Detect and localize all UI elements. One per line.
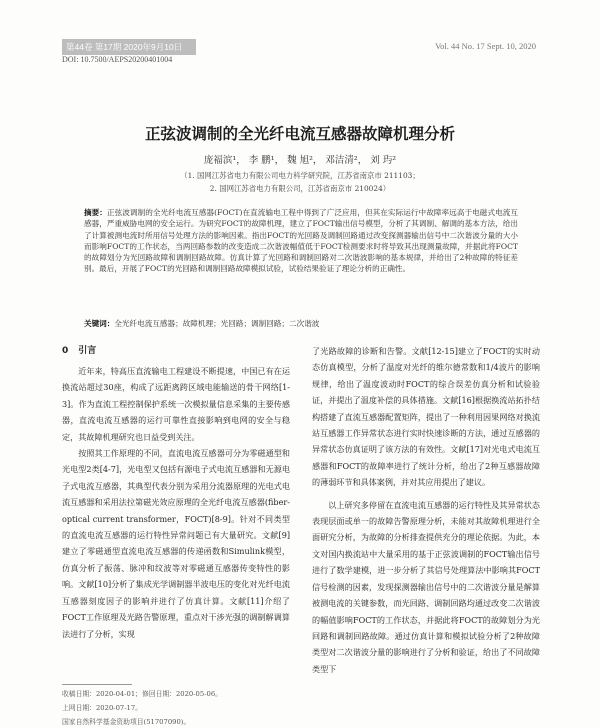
paragraph: 近年来，特高压直流输电工程建设不断提速，中国已有在运换流站超过30座，构成了远距离跨区域电能输送的骨干网络[1-3]。作为直流工程控制保护系统一次模拟量信息采集的主要传感器，直流电流互感器的运行可靠性直接影响到电网的安全与稳定，其故障机理研究也日益受到关注。 [62, 366, 290, 442]
section-heading [62, 343, 290, 359]
footnote-funding: 国家自然科学基金资助项目(51707090)。 [62, 718, 191, 726]
keywords-text: 全光纤电流互感器；故障机理；光回路；调制回路；二次谐波 [114, 319, 320, 328]
abstract-text: 正弦波调制的全光纤电流互感器(FOCT)在直流输电工程中得到了广泛应用，但其在实际运行中故障率远高于电磁式电流互感器，严重威胁电网的安全运行。为研究FOCT的故障机理，建立了FOCT输出信号模型，分析了其调制、解调的基本方法，给出了计算被测电流时所用信号处理方法的影响因素。指出FOCT的光回路及调制回路通过改变探测器输出信号中二次谐波分量的大小而影响FOCT的工作状态，当两回路参数的改变造成二次谐波幅值低于FOCT检测要求时将导致其出现测量故障，并据此将FOCT的故障划分为光回路故障和调制回路故障。仿真计算了光回路和调制回路对二次谐波影响的基本规律，并给出了2种故障的特征差别。最后，开展了FOCT的光回路和调制回路故障模拟试验，试验结果验证了理论分析的正确性。 [84, 208, 518, 274]
volume-info: Vol. 44 No. 17 Sept. 10, 2020 [435, 41, 536, 51]
paper-title: 正弦波调制的全光纤电流互感器故障机理分析 [144, 125, 455, 143]
left-column [62, 343, 290, 642]
right-column [312, 343, 540, 677]
footnote-divider [62, 684, 132, 685]
footnote-received: 收稿日期：2020-04-01；修回日期：2020-05-06。 [62, 690, 222, 698]
keywords [84, 318, 518, 329]
abstract-label: 摘要： [84, 208, 107, 217]
paragraph: 按照其工作原理的不同，直流电流互感器可分为零磁通型和光电型2类[4-7]，光电型又包括有源电子式电流互感器和无源电子式电流互感器，其典型代表分别为采用分流器原理的光电式电流互感器和采用法拉第磁光效应原理的全光纤电流互感器(fiber-optical current transformer，FOCT)[8-9]。针对不同类型的直流电流互感器的运行特性异常问题已有大量研究。文献[9]建立了零磁通型直流电流互感器的传递函数和Simulink模型，仿真分析了振荡、脉冲和纹波等对零磁通互感器传变特性的影响。文献[10]分析了集成光学调制器半波电压的变化对光纤电流互感器刻度因子的影响并进行了仿真计算。文献[11]介绍了FOCT工作原理及光路告警原理，重点对干涉光强的调制解调算法进行了分析，实现 [62, 448, 290, 639]
journal-issue-bar: 第44卷 第17期 2020年9月10日 [62, 39, 196, 55]
authors: 庞福滨¹， 李 鹏¹， 魏 旭²， 邓洁清²， 刘 玙² [203, 155, 397, 166]
section-title: 引言 [78, 346, 97, 356]
section-number: 0 [62, 346, 69, 356]
affiliation-1: （1. 国网江苏省电力有限公司电力科学研究院，江苏省南京市 211103； [180, 171, 420, 180]
keywords-label: 关键词： [84, 319, 115, 328]
paragraph: 以上研究多停留在直流电流互感器的运行特性及其异常状态表现层面或单一的故障告警原理分析，未能对其故障机理进行全面研究分析，为故障的分析排查提供充分的理论依据。为此，本文对国内换流站中大量采用的基于正弦波调制的FOCT输出信号进行了数学建模，进一步分析了其信号处理算法中影响其FOCT信号检测的因素，发现探测器输出信号中的二次谐波分量是解算被测电流的关键参数，而光回路、调制回路均通过改变二次谐波的幅值影响FOCT的工作状态，并据此将FOCT的故障划分为光回路和调制回路故障。通过仿真计算和模拟试验分析了2种故障类型对二次谐波分量的影响进行了分析和验证，给出了不同故障类型下 [312, 499, 540, 674]
footnote-online: 上网日期：2020-07-17。 [62, 704, 142, 712]
abstract [84, 207, 518, 275]
doi[interactable]: DOI: 10.7500/AEPS20200401004 [62, 55, 173, 64]
affiliation-2: 2. 国网江苏省电力有限公司，江苏省南京市 210024） [209, 184, 391, 193]
paragraph: 了光路故障的诊断和告警。文献[12-15]建立了FOCT的实时动态仿真模型，分析了温度对光纤的维尔德常数和1/4波片的影响规律，给出了温度波动时FOCT的综合误差仿真分析和试验验证，并提出了温度补偿的具体措施。文献[16]根据换流站拓扑结构搭建了直流互感器配置矩阵，提出了一种利用因果网络对换流站互感器工作异常状态进行实时快速诊断的方法，通过互感器的异常状态仿真证明了该方法的有效性。文献[17]对光电式电流互感器和FOCT的故障率进行了统计分析，给出了2种互感器故障的薄弱环节和具体案例，并对其应用提出了建议。 [312, 346, 540, 488]
